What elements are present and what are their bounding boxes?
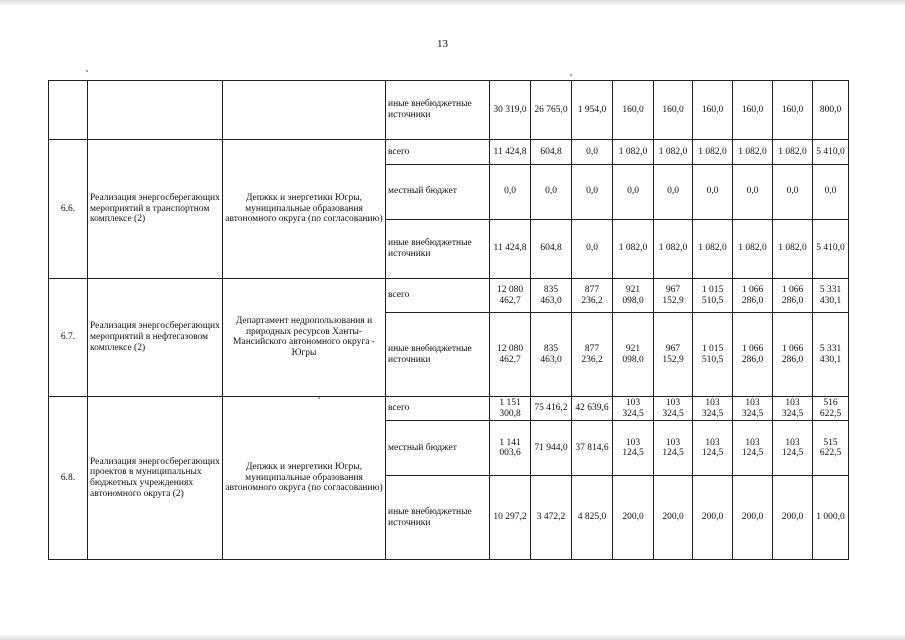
amount-cell: 160,0 (693, 81, 733, 140)
funding-source-cell: всего (386, 396, 490, 420)
amount-cell: 0,0 (572, 140, 613, 164)
amount-cell: 877 236,2 (572, 313, 613, 397)
amount-cell: 1 082,0 (693, 140, 733, 164)
amount-cell: 11 424,8 (490, 219, 531, 278)
funding-source-cell: местный бюджет (386, 421, 490, 476)
amount-cell: 0,0 (733, 164, 773, 219)
amount-cell: 0,0 (654, 164, 693, 219)
funding-source-cell: иные внебюджетные источники (386, 81, 490, 140)
amount-cell: 0,0 (572, 219, 613, 278)
amount-cell: 26 765,0 (531, 81, 572, 140)
funding-source-cell: всего (386, 140, 490, 164)
amount-cell: 200,0 (693, 476, 733, 560)
amount-cell: 103 324,5 (733, 396, 773, 420)
amount-cell: 1 082,0 (733, 219, 773, 278)
amount-cell: 800,0 (813, 81, 849, 140)
amount-cell: 160,0 (654, 81, 693, 140)
funding-source-cell: местный бюджет (386, 164, 490, 219)
executor-cell (223, 81, 386, 140)
item-number-cell: 6.7. (49, 278, 88, 396)
amount-cell: 1 082,0 (654, 219, 693, 278)
scan-speck (318, 397, 320, 399)
scan-speck (570, 74, 572, 76)
amount-cell: 0,0 (572, 164, 613, 219)
amount-cell: 200,0 (613, 476, 654, 560)
amount-cell: 103 324,5 (654, 396, 693, 420)
amount-cell: 921 098,0 (613, 313, 654, 397)
amount-cell: 921 098,0 (613, 278, 654, 313)
amount-cell: 604,8 (531, 140, 572, 164)
amount-cell: 967 152,9 (654, 313, 693, 397)
amount-cell: 103 124,5 (613, 421, 654, 476)
amount-cell: 103 124,5 (733, 421, 773, 476)
amount-cell: 0,0 (773, 164, 813, 219)
amount-cell: 4 825,0 (572, 476, 613, 560)
scan-speck (86, 70, 88, 72)
amount-cell: 1 066 286,0 (733, 313, 773, 397)
table-row (49, 140, 849, 164)
amount-cell: 75 416,2 (531, 396, 572, 420)
amount-cell: 42 639,6 (572, 396, 613, 420)
amount-cell: 0,0 (490, 164, 531, 219)
amount-cell: 1 015 510,5 (693, 313, 733, 397)
amount-cell: 1 000,0 (813, 476, 849, 560)
scan-edge-bottom (0, 634, 905, 640)
event-name-cell: Реализация энергосберегающих проектов в муниципальных бюджетных учреждениях автономного округа (2) (88, 396, 223, 559)
amount-cell: 160,0 (773, 81, 813, 140)
amount-cell: 1 082,0 (773, 219, 813, 278)
amount-cell: 5 331 430,1 (813, 278, 849, 313)
event-name-cell: Реализация энергосберегающих мероприятий в транспортном комплексе (2) (88, 140, 223, 279)
amount-cell: 1 066 286,0 (733, 278, 773, 313)
amount-cell: 1 082,0 (693, 219, 733, 278)
amount-cell: 12 080 462,7 (490, 278, 531, 313)
amount-cell: 11 424,8 (490, 140, 531, 164)
amount-cell: 3 472,2 (531, 476, 572, 560)
amount-cell: 1 082,0 (733, 140, 773, 164)
amount-cell: 160,0 (613, 81, 654, 140)
amount-cell: 200,0 (773, 476, 813, 560)
amount-cell: 835 463,0 (531, 278, 572, 313)
event-name-cell (88, 81, 223, 140)
event-name-cell: Реализация энергосберегающих мероприятий в нефтегазовом комплексе (2) (88, 278, 223, 396)
table-row (49, 278, 849, 313)
amount-cell: 103 124,5 (693, 421, 733, 476)
table-row (49, 81, 849, 140)
amount-cell: 5 410,0 (813, 219, 849, 278)
page-number: 13 (437, 38, 448, 50)
amount-cell: 103 324,5 (613, 396, 654, 420)
amount-cell: 1 141 003,6 (490, 421, 531, 476)
amount-cell: 1 151 300,8 (490, 396, 531, 420)
amount-cell: 1 015 510,5 (693, 278, 733, 313)
amount-cell: 0,0 (693, 164, 733, 219)
amount-cell: 0,0 (813, 164, 849, 219)
amount-cell: 5 331 430,1 (813, 313, 849, 397)
amount-cell: 103 324,5 (773, 396, 813, 420)
funding-source-cell: всего (386, 278, 490, 313)
executor-cell: Депжкк и энергетики Югры, муниципальные образования автономного округа (по согласованию) (223, 396, 386, 559)
amount-cell: 103 324,5 (693, 396, 733, 420)
amount-cell: 967 152,9 (654, 278, 693, 313)
funding-source-cell: иные внебюджетные источники (386, 313, 490, 397)
amount-cell: 71 944,0 (531, 421, 572, 476)
amount-cell: 5 410,0 (813, 140, 849, 164)
amount-cell: 1 082,0 (654, 140, 693, 164)
amount-cell: 1 082,0 (613, 140, 654, 164)
amount-cell: 877 236,2 (572, 278, 613, 313)
funding-source-cell: иные внебюджетные источники (386, 476, 490, 560)
amount-cell: 1 082,0 (773, 140, 813, 164)
amount-cell: 103 124,5 (773, 421, 813, 476)
amount-cell: 1 082,0 (613, 219, 654, 278)
table-row (49, 396, 849, 420)
amount-cell: 200,0 (733, 476, 773, 560)
item-number-cell: 6.6. (49, 140, 88, 279)
item-number-cell (49, 81, 88, 140)
amount-cell: 0,0 (531, 164, 572, 219)
amount-cell: 1 066 286,0 (773, 278, 813, 313)
amount-cell: 12 080 462,7 (490, 313, 531, 397)
item-number-cell: 6.8. (49, 396, 88, 559)
amount-cell: 37 814,6 (572, 421, 613, 476)
amount-cell: 10 297,2 (490, 476, 531, 560)
amount-cell: 1 066 286,0 (773, 313, 813, 397)
amount-cell: 515 622,5 (813, 421, 849, 476)
amount-cell: 200,0 (654, 476, 693, 560)
amount-cell: 516 622,5 (813, 396, 849, 420)
amount-cell: 103 124,5 (654, 421, 693, 476)
amount-cell: 160,0 (733, 81, 773, 140)
scan-edge-top (0, 0, 905, 6)
amount-cell: 0,0 (613, 164, 654, 219)
budget-table (48, 80, 849, 560)
amount-cell: 835 463,0 (531, 313, 572, 397)
executor-cell: Депжкк и энергетики Югры, муниципальные образования автономного округа (по согласованию) (223, 140, 386, 279)
amount-cell: 604,8 (531, 219, 572, 278)
amount-cell: 1 954,0 (572, 81, 613, 140)
executor-cell: Департамент недропользования и природных ресурсов Ханты-Мансийского автономного округа - Югры (223, 278, 386, 396)
amount-cell: 30 319,0 (490, 81, 531, 140)
funding-source-cell: иные внебюджетные источники (386, 219, 490, 278)
